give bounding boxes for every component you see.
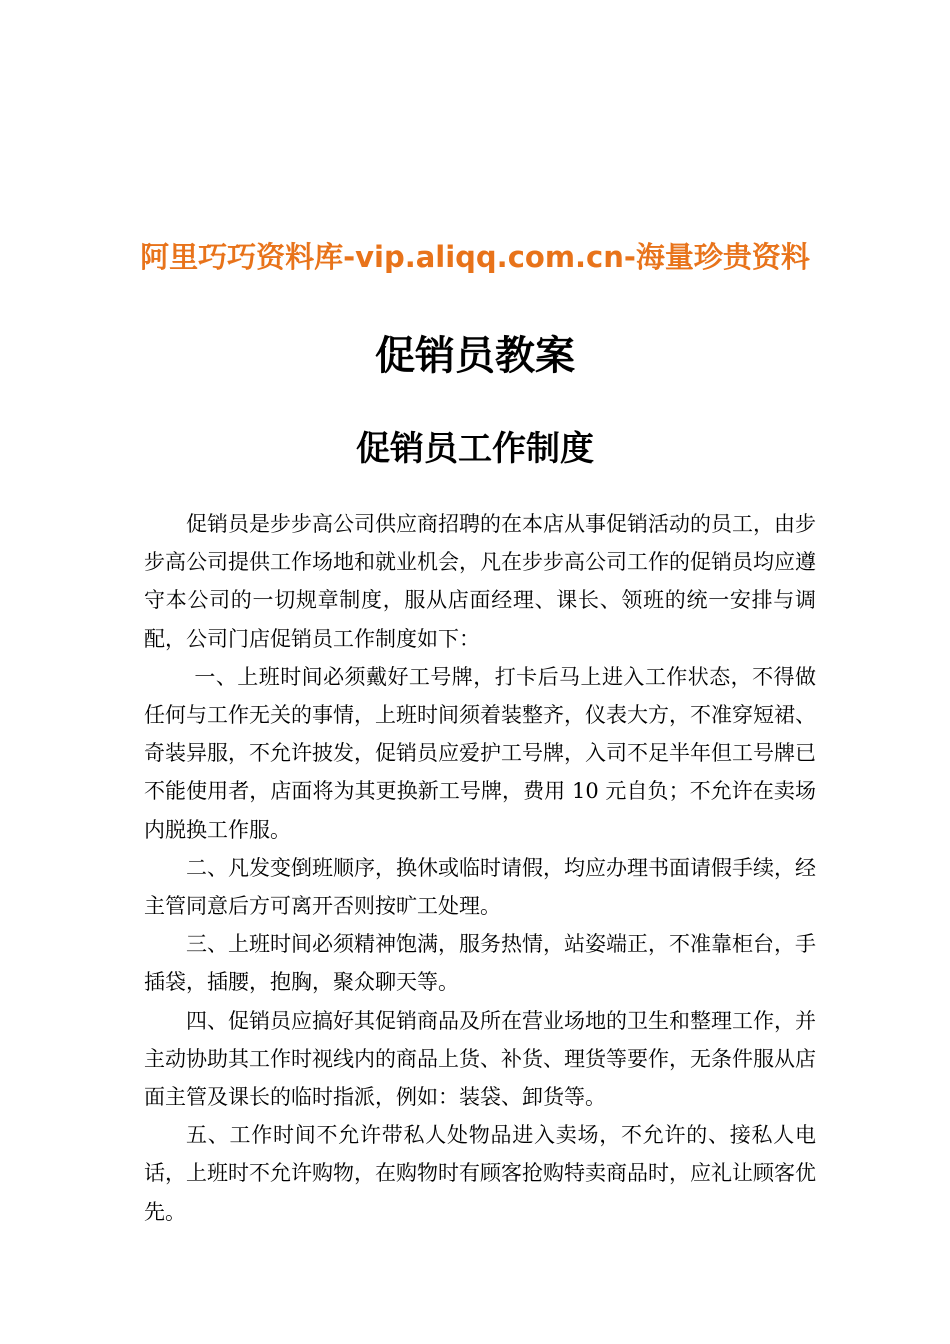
document-body: [144, 505, 816, 1231]
rule-paragraph-2: 二、凡发变倒班顺序，换休或临时请假，均应办理书面请假手续，经主管同意后方可离开否则按旷工处理。: [144, 855, 816, 919]
rule-paragraph-4: 四、促销员应搞好其促销商品及所在营业场地的卫生和整理工作，并主动协助其工作时视线内的商品上货、补货、理货等要作，无条件服从店面主管及课长的临时指派，例如：装袋、卸货等。: [144, 1008, 816, 1110]
document-subtitle: 促销员工作制度: [356, 429, 594, 469]
rule-paragraph-3: 三、上班时间必须精神饱满，服务热情，站姿端正，不准靠柜台，手插袋，插腰，抱胸，聚众聊天等。: [144, 932, 816, 995]
document-title: 促销员教案: [375, 332, 575, 379]
watermark-banner: 阿里巧巧资料库-vip.aliqq.com.cn-海量珍贵资料: [140, 240, 810, 274]
rule-paragraph-1: 一、上班时间必须戴好工号牌，打卡后马上进入工作状态，不得做任何与工作无关的事情，上班时间须着装整齐，仪表大方，不准穿短裙、奇装异服，不允许披发，促销员应爱护工号牌，入司不足半年但工号牌已不能使用者，店面将为其更换新工号牌，费用 10 元自负；不允许在卖场内脱换工作服。: [144, 664, 816, 842]
rule-paragraph-5: 五、工作时间不允许带私人处物品进入卖场，不允许的、接私人电话，上班时不允许购物，在购物时有顾客抢购特卖商品时，应礼让顾客优先。: [144, 1123, 816, 1224]
intro-paragraph: 促销员是步步高公司供应商招聘的在本店从事促销活动的员工，由步步高公司提供工作场地和就业机会，凡在步步高公司工作的促销员均应遵守本公司的一切规章制度，服从店面经理、课长、领班的统一安排与调配，公司门店促销员工作制度如下：: [144, 512, 816, 651]
